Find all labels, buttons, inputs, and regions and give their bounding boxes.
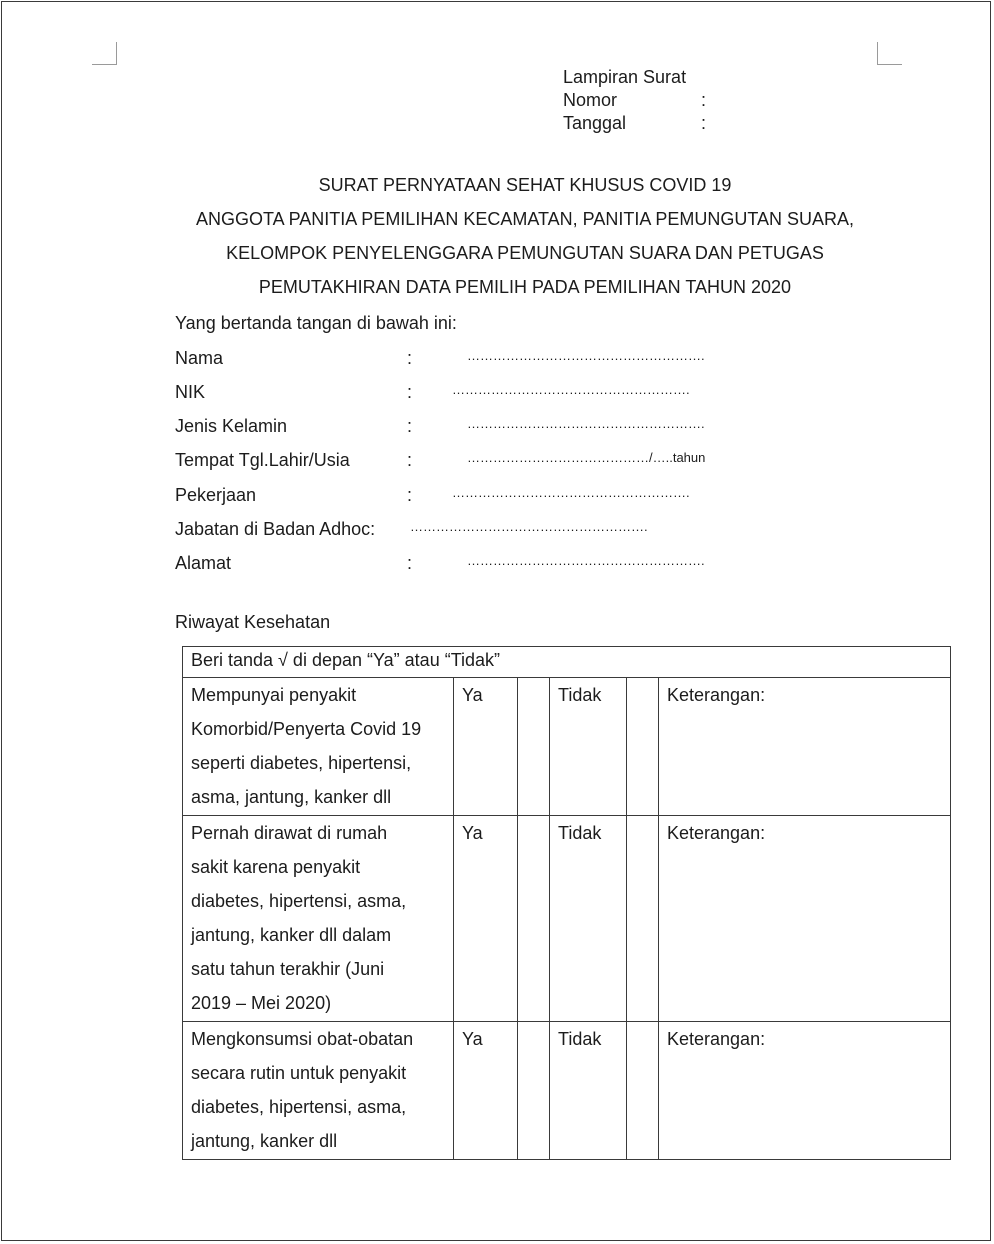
title-line-3: KELOMPOK PENYELENGGARA PEMUNGUTAN SUARA DAN PETUGAS: [226, 243, 824, 263]
field-blank-line[interactable]: ……………………………………………….: [410, 519, 648, 534]
lampiran-label: Lampiran Surat: [563, 67, 687, 87]
field-nik: [175, 382, 795, 406]
ya-checkbox-cell[interactable]: [518, 678, 550, 816]
condition-line: Komorbid/Penyerta Covid 19: [191, 719, 422, 739]
condition-line: Mempunyai penyakit: [191, 685, 357, 705]
field-blank-line[interactable]: ……………………………………/…..tahun: [467, 450, 706, 465]
tidak-checkbox-cell[interactable]: [627, 816, 659, 1022]
title-line-4: PEMUTAKHIRAN DATA PEMILIH PADA PEMILIHAN TAHUN 2020: [258, 277, 792, 297]
field-pekerjaan: [175, 485, 795, 509]
table-header-row: [183, 647, 951, 678]
letter-reference: [563, 66, 706, 135]
tanggal-row: [563, 112, 706, 135]
document-title: [160, 168, 890, 304]
condition-line: jantung, kanker dll: [191, 1131, 338, 1151]
field-blank-line[interactable]: ……………………………………………….: [452, 485, 690, 500]
table-row: [183, 1022, 951, 1160]
keterangan-cell[interactable]: Keterangan:: [659, 678, 951, 816]
tidak-checkbox-cell[interactable]: [627, 1022, 659, 1160]
margin-corner-top-left: [92, 42, 117, 65]
field-colon: :: [407, 450, 413, 470]
field-colon: :: [407, 348, 413, 368]
field-label: NIK: [175, 382, 206, 402]
condition-line: asma, jantung, kanker dll: [191, 787, 392, 807]
field-colon: :: [407, 382, 413, 402]
field-colon: :: [407, 485, 413, 505]
condition-line: Pernah dirawat di rumah: [191, 823, 388, 843]
field-blank-line[interactable]: ……………………………………………….: [467, 416, 705, 431]
field-colon: :: [407, 553, 413, 573]
keterangan-cell[interactable]: Keterangan:: [659, 1022, 951, 1160]
ya-label-cell: Ya: [454, 816, 518, 1022]
table-row: [183, 678, 951, 816]
keterangan-cell[interactable]: Keterangan:: [659, 816, 951, 1022]
tidak-label-cell: Tidak: [550, 1022, 627, 1160]
condition-line: diabetes, hipertensi, asma,: [191, 891, 407, 911]
field-blank-line[interactable]: ……………………………………………….: [467, 553, 705, 568]
condition-cell: [183, 678, 454, 816]
ya-checkbox-cell[interactable]: [518, 1022, 550, 1160]
field-label: Tempat Tgl.Lahir/Usia: [175, 450, 350, 470]
condition-cell: [183, 816, 454, 1022]
table-row: [183, 816, 951, 1022]
ya-label-cell: Ya: [454, 1022, 518, 1160]
condition-line: satu tahun terakhir (Juni: [191, 959, 385, 979]
tanggal-colon: :: [701, 113, 707, 133]
condition-line: 2019 – Mei 2020): [191, 993, 332, 1013]
condition-cell: [183, 1022, 454, 1160]
lampiran-row: [563, 66, 706, 89]
tidak-label-cell: Tidak: [550, 678, 627, 816]
field-tempat-tgl-lahir: [175, 450, 795, 474]
tidak-label-cell: Tidak: [550, 816, 627, 1022]
field-jenis-kelamin: [175, 416, 795, 440]
health-history-table: [182, 646, 951, 1160]
condition-line: jantung, kanker dll dalam: [191, 925, 392, 945]
nomor-colon: :: [701, 90, 707, 110]
field-jabatan: [175, 519, 795, 543]
margin-corner-top-right: [877, 42, 902, 65]
condition-line: seperti diabetes, hipertensi,: [191, 753, 412, 773]
condition-line: Mengkonsumsi obat-obatan: [191, 1029, 414, 1049]
field-label: Pekerjaan: [175, 485, 257, 505]
instruction-cell: Beri tanda √ di depan “Ya” atau “Tidak”: [183, 647, 951, 678]
intro-text: Yang bertanda tangan di bawah ini:: [175, 313, 457, 333]
condition-line: diabetes, hipertensi, asma,: [191, 1097, 407, 1117]
ya-label-cell: Ya: [454, 678, 518, 816]
condition-line: sakit karena penyakit: [191, 857, 361, 877]
condition-line: secara rutin untuk penyakit: [191, 1063, 407, 1083]
title-line-2: ANGGOTA PANITIA PEMILIHAN KECAMATAN, PANITIA PEMUNGUTAN SUARA,: [195, 209, 855, 229]
field-nama: [175, 348, 795, 372]
tidak-checkbox-cell[interactable]: [627, 678, 659, 816]
field-label: Nama: [175, 348, 224, 368]
section-title: Riwayat Kesehatan: [175, 612, 331, 632]
field-colon: :: [407, 416, 413, 436]
field-label: Jabatan di Badan Adhoc:: [175, 519, 376, 539]
ya-checkbox-cell[interactable]: [518, 816, 550, 1022]
field-blank-line[interactable]: ……………………………………………….: [452, 382, 690, 397]
nomor-label: Nomor: [563, 90, 618, 110]
nomor-row: [563, 89, 706, 112]
tanggal-label: Tanggal: [563, 113, 627, 133]
field-blank-line[interactable]: ……………………………………………….: [467, 348, 705, 363]
field-label: Alamat: [175, 553, 232, 573]
title-line-1: SURAT PERNYATAAN SEHAT KHUSUS COVID 19: [318, 175, 732, 195]
field-alamat: [175, 553, 795, 577]
field-label: Jenis Kelamin: [175, 416, 288, 436]
